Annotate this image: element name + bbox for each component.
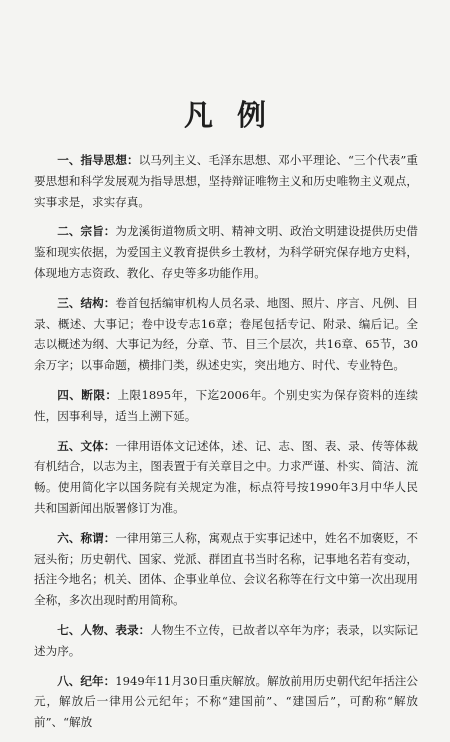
guideline-heading: 一、指导思想：: [57, 153, 139, 167]
guideline-heading: 七、人物、表录：: [57, 622, 151, 637]
guideline-item-3: [34, 293, 418, 376]
guideline-item-7: [34, 620, 418, 662]
page-title: 凡例: [183, 98, 290, 132]
guideline-heading: 八、纪年：: [57, 673, 116, 688]
guideline-item-1: [34, 150, 418, 212]
guideline-text: 卷首包括编审机构人员名录、地图、照片、序言、凡例、目录、概述、大事记；卷中设专志16章；卷尾包括专记、附录、编后记。全志以概述为纲、大事记为经，分章、节、目三个层次，共16章、65节，30余万字；以事命题，横排门类，纵述史实，突出地方、时代、专业特色。: [34, 295, 418, 373]
guideline-text: 人物生不立传，已故者以卒年为序；表录，以实际记述为序。: [34, 622, 418, 658]
guideline-item-6: [34, 528, 418, 611]
guideline-heading: 二、宗旨：: [57, 224, 116, 239]
guideline-heading: 五、文体：: [57, 438, 116, 453]
guideline-item-8: [34, 671, 418, 733]
guideline-text: 一律用第三人称，寓观点于实事记述中，姓名不加褒贬，不冠头衔；历史朝代、国家、党派、群团直书当时名称，记事地名若有变动，括注今地名；机关、团体、企事业单位、会议名称等在行文中第一次出现用全称，多次出现时酌用简称。: [34, 530, 418, 608]
guideline-heading: 三、结构：: [57, 295, 116, 310]
guidelines-list: [34, 150, 418, 742]
guideline-heading: 六、称谓：: [57, 530, 116, 545]
guideline-text: 1949年11月30日重庆解放。解放前用历史朝代纪年括注公元，解放后一律用公元纪年；不称“建国前”、“建国后”，可酌称“解放前”、“解放: [34, 673, 418, 730]
guideline-item-4: [34, 385, 418, 427]
guideline-item-2: [34, 221, 418, 283]
guideline-text: 为龙溪街道物质文明、精神文明、政治文明建设提供历史借鉴和现实依据，为爱国主义教育提供乡土教材，为科学研究保存地方史料，体现地方志资政、教化、存史等多功能作用。: [34, 224, 418, 280]
guideline-text: 以马列主义、毛泽东思想、邓小平理论、“三个代表”重要思想和科学发展观为指导思想，坚持辩证唯物主义和历史唯物主义观点，实事求是，求实存真。: [34, 153, 418, 209]
guideline-item-5: [34, 436, 418, 519]
guideline-heading: 四、断限：: [57, 387, 118, 402]
guideline-text: 上限1895年，下迄2006年。个别史实为保存资料的连续性，因事利导，适当上溯下延。: [34, 387, 418, 423]
guideline-text: 一律用语体文记述体，述、记、志、图、表、录、传等体裁有机结合，以志为主，图表置于有关章目之中。力求严谨、朴实、简洁、流畅。使用简化字以国务院有关规定为准，标点符号按1990年3月中华人民共和国新闻出版署修订为准。: [34, 438, 418, 515]
